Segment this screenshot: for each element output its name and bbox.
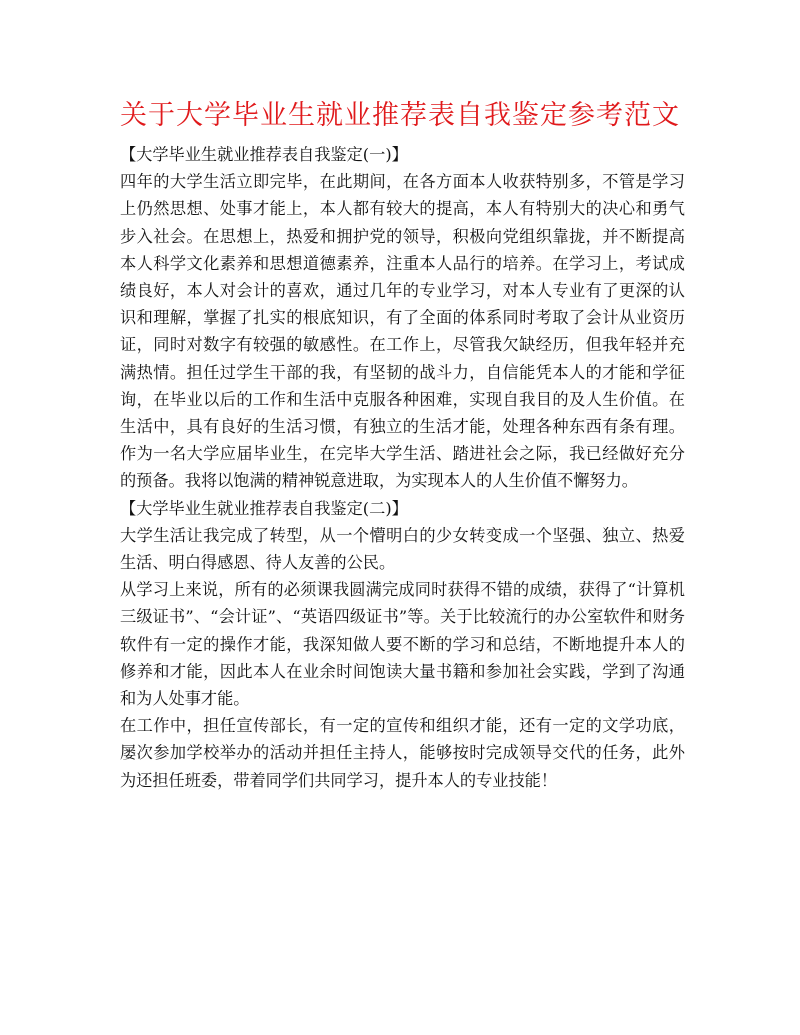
section-2-paragraph-1: 大学生活让我完成了转型，从一个懵明白的少女转变成一个坚强、独立、热爱生活、明白得感恩、待人友善的公民。: [120, 525, 685, 573]
section-2-heading: 【大学毕业生就业推荐表自我鉴定(二)】: [120, 498, 408, 518]
section-1-heading: 【大学毕业生就业推荐表自我鉴定(一)】: [120, 145, 408, 164]
document-body: [120, 141, 685, 794]
section-1-paragraph: 四年的大学生活立即完毕，在此期间，在各方面本人收获特别多，不管是学习上仍然思想、处事才能上，本人都有较大的提高，本人有特别大的决心和勇气步入社会。在思想上，热爱和拥护党的领导，积极向党组织靠拢，并不断提高本人科学文化素养和思想道德素养，注重本人品行的培养。在学习上，考试成绩良好，本人对会计的喜欢，通过几年的专业学习，对本人专业有了更深的认识和理解，掌握了扎实的根底知识，有了全面的体系同时考取了会计从业资历证，同时对数字有较强的敏感性。在工作上，尽管我欠缺经历，但我年轻并充满热情。担任过学生干部的我，有坚韧的战斗力，自信能凭本人的才能和学征询，在毕业以后的工作和生活中克服各种困难，实现自我目的及人生价值。在生活中，具有良好的生活习惯，有独立的生活才能，处理各种东西有条有理。作为一名大学应届毕业生，在完毕大学生活、踏进社会之际，我已经做好充分的预备。我将以饱满的精神锐意进取，为实现本人的人生价值不懈努力。: [120, 172, 685, 491]
section-2-paragraph-3: 在工作中，担任宣传部长，有一定的宣传和组织才能，还有一定的文学功底，屡次参加学校举办的活动并担任主持人，能够按时完成领导交代的任务，此外为还担任班委，带着同学们共同学习，提升本人的专业技能！: [120, 716, 685, 790]
document-title: 关于大学毕业生就业推荐表自我鉴定参考范文: [120, 100, 680, 131]
section-2-paragraph-2: 从学习上来说，所有的必须课我圆满完成同时获得不错的成绩，获得了“计算机三级证书”、“会计证”、“英语四级证书”等。关于比较流行的办公室软件和财务软件有一定的操作才能，我深知做人要不断的学习和总结，不断地提升本人的修养和才能，因此本人在业余时间饱读大量书籍和参加社会实践，学到了沟通和为人处事才能。: [120, 580, 685, 709]
